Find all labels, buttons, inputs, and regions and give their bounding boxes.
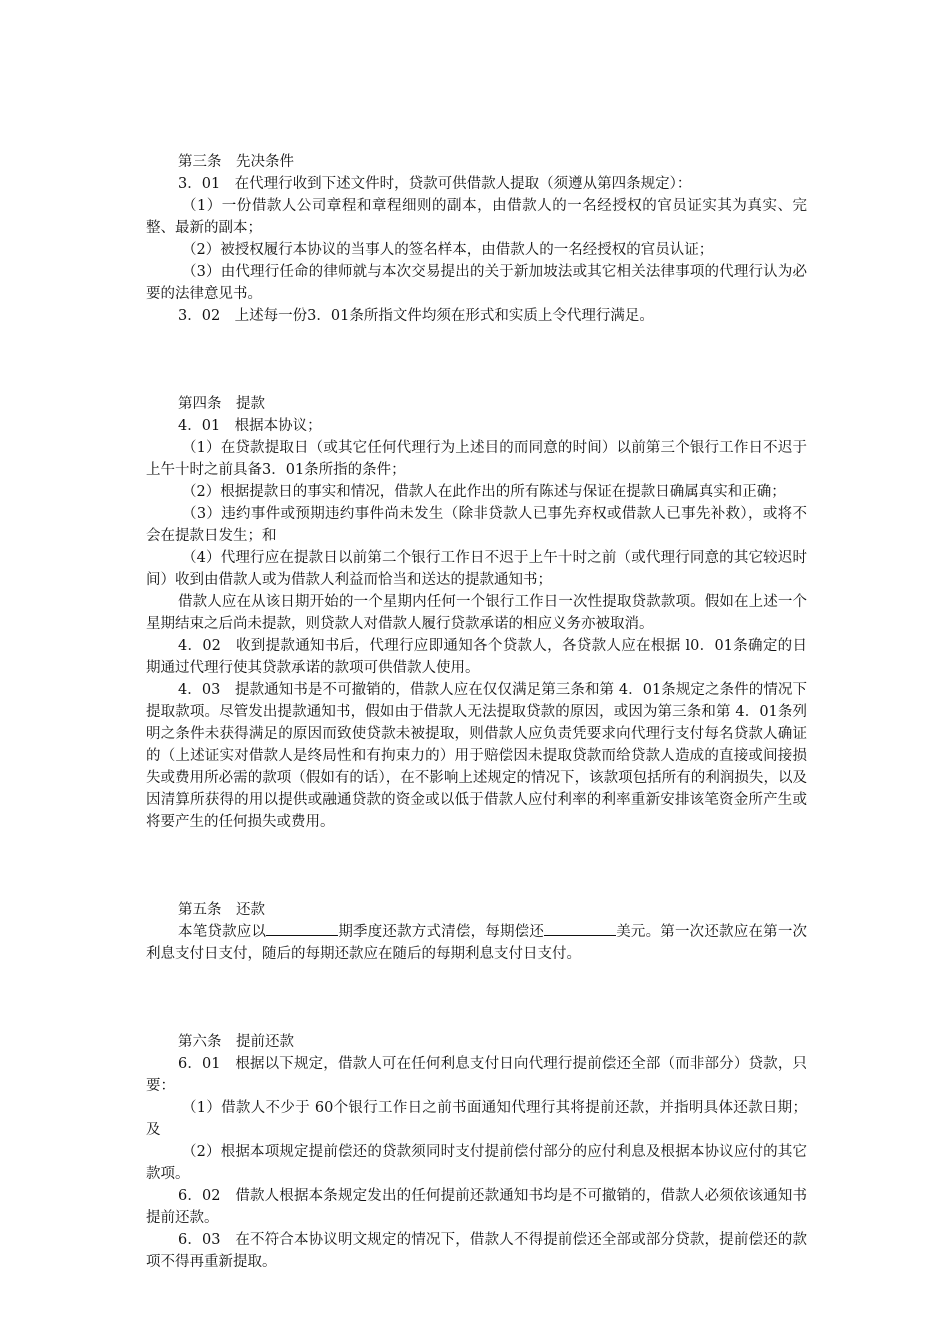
clause-6-01-item-2: （2）根据本项规定提前偿还的贷款须同时支付提前偿付部分的应付利息及根据本协议应付的其它款项。	[146, 1144, 807, 1182]
amount-blank[interactable]	[544, 921, 616, 936]
clause-4-01-item-1: （1）在贷款提取日（或其它任何代理行为上述目的而同意的时间）以前第三个银行工作日不迟于上午十时之前具备3．01条所指的条件；	[146, 440, 807, 478]
article-5-text-a: 本笔贷款应以	[178, 924, 267, 940]
article-6	[146, 1031, 807, 1273]
installments-blank[interactable]	[266, 921, 338, 936]
clause-3-02: 3．02 上述每一份3．01条所指文件均须在形式和实质上令代理行满足。	[178, 308, 654, 324]
clause-4-01-item-3: （3）违约事件或预期违约事件尚未发生（除非贷款人已事先弃权或借款人已事先补救），或将不会在提款日发生；和	[146, 506, 807, 544]
clause-3-01-item-3: （3）由代理行任命的律师就与本次交易提出的关于新加坡法或其它相关法律事项的代理行认为必要的法律意见书。	[146, 264, 807, 302]
article-3	[146, 151, 807, 327]
section-spacer	[146, 833, 807, 899]
clause-6-01-item-1: （1）借款人不少于 60个银行工作日之前书面通知代理行其将提前还款，并指明具体还款日期；及	[146, 1100, 807, 1138]
clause-6-03: 6．03 在不符合本协议明文规定的情况下，借款人不得提前偿还全部或部分贷款，提前偿还的款项不得再重新提取。	[146, 1232, 807, 1270]
article-5-text-c: 美元。第一次还款应在第一次利息支付日支付，随后的每期还款应在随后的每期利息支付日支付。	[146, 924, 808, 962]
clause-6-02: 6．02 借款人根据本条规定发出的任何提前还款通知书均是不可撤销的，借款人必须依该通知书提前还款。	[146, 1188, 807, 1226]
article-5-paragraph	[146, 921, 807, 965]
article-5-heading: 第五条 还款	[178, 902, 265, 918]
clause-4-01-paragraph: 借款人应在从该日期开始的一个星期内任何一个银行工作日一次性提取贷款款项。假如在上述一个星期结束之后尚未提款，则贷款人对借款人履行贷款承诺的相应义务亦被取消。	[146, 594, 807, 632]
article-6-heading: 第六条 提前还款	[178, 1034, 294, 1050]
clause-4-03: 4．03 提款通知书是不可撤销的，借款人应在仅仅满足第三条和第 4．01条规定之条件的情况下提取款项。尽管发出提款通知书，假如由于借款人无法提取贷款的原因，或因为第三条和第 4．01条列明之条件未获得满足的原因而致使贷款未被提取，则借款人应负责凭要求向代理行支付每名贷款人确证的（上述证实对借款人是终局性和有拘束力的）用于赔偿因未提取贷款而给贷款人造成的直接或间接损失或费用所必需的款项（假如有的话），在不影响上述规定的情况下，该款项包括所有的利润损失，以及因清算所获得的用以提供或融通贷款的资金或以低于借款人应付利率的利率重新安排该笔资金所产生或将要产生的任何损失或费用。	[146, 682, 807, 830]
clause-3-01-item-2: （2）被授权履行本协议的当事人的签名样本，由借款人的一名经授权的官员认证；	[182, 242, 714, 258]
clause-4-01: 4．01 根据本协议；	[178, 418, 322, 434]
article-4	[146, 393, 807, 833]
clause-4-02: 4．02 收到提款通知书后，代理行应即通知各个贷款人，各贷款人应在根据 l0．01条确定的日期通过代理行使其贷款承诺的款项可供借款人使用。	[146, 638, 807, 676]
clause-4-01-item-4: （4）代理行应在提款日以前第二个银行工作日不迟于上午十时之前（或代理行同意的其它较迟时间）收到由借款人或为借款人利益而恰当和送达的提款通知书；	[146, 550, 807, 588]
article-4-heading: 第四条 提款	[178, 396, 265, 412]
clause-4-01-item-2: （2）根据提款日的事实和情况，借款人在此作出的所有陈述与保证在提款日确属真实和正确；	[182, 484, 786, 500]
document-body	[146, 151, 807, 1273]
clause-3-01-item-1: （1）一份借款人公司章程和章程细则的副本，由借款人的一名经授权的官员证实其为真实、完整、最新的副本；	[146, 198, 807, 236]
article-5	[146, 899, 807, 965]
article-5-text-b: 期季度还款方式清偿，每期偿还	[338, 924, 545, 940]
section-spacer	[146, 327, 807, 393]
section-spacer	[146, 965, 807, 1031]
article-3-heading: 第三条 先决条件	[178, 154, 294, 170]
clause-6-01: 6．01 根据以下规定，借款人可在任何利息支付日向代理行提前偿还全部（而非部分）贷款，只要：	[146, 1056, 807, 1094]
clause-3-01: 3．01 在代理行收到下述文件时，贷款可供借款人提取（须遵从第四条规定）：	[178, 176, 692, 192]
